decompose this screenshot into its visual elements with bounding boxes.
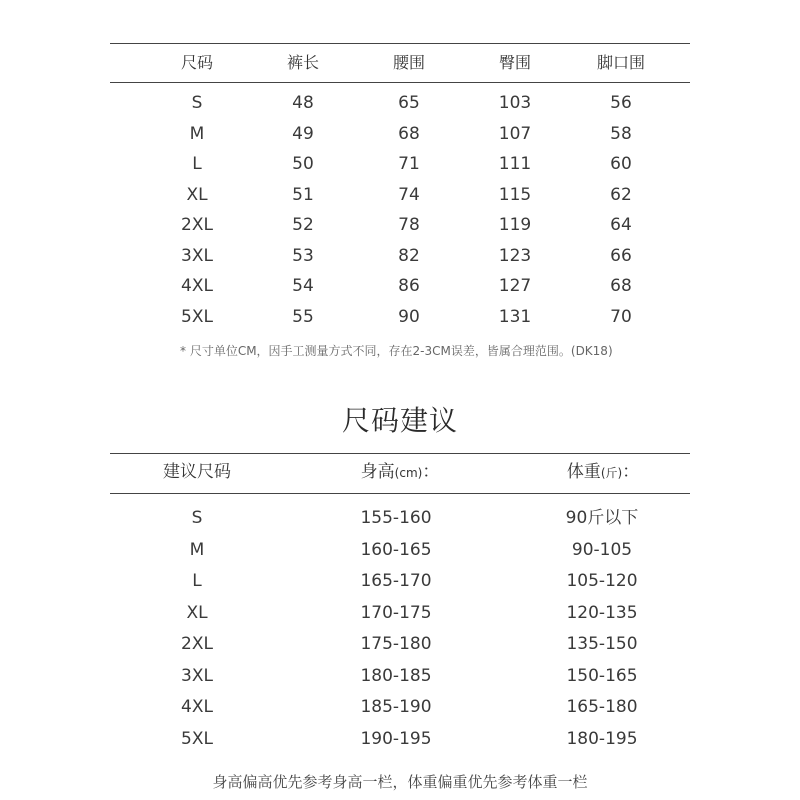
cell-pants-length: 50 (292, 154, 314, 174)
cell-pants-length: 53 (292, 245, 314, 266)
cell-height-range: 170-175 (360, 602, 432, 623)
header-height-label: 身高 (360, 462, 395, 482)
cell-height-range: 155-160 (360, 508, 432, 528)
cell-leg-opening: 62 (610, 184, 632, 205)
header-weight-label: 体重 (566, 462, 601, 482)
cell-hip: 131 (498, 306, 532, 327)
cell-pants-length: 48 (292, 93, 314, 113)
cell-leg-opening: 66 (610, 245, 632, 266)
cell-hip: 107 (498, 123, 532, 144)
cell-hip: 111 (498, 154, 532, 174)
cell-leg-opening: 70 (610, 306, 632, 327)
cell-waist: 82 (398, 245, 420, 266)
cell-leg-opening: 58 (610, 123, 632, 144)
cell-suggested-size: L (192, 571, 202, 591)
cell-height-range: 175-180 (360, 634, 432, 654)
cell-leg-opening: 68 (610, 276, 632, 296)
cell-weight-range: 90-105 (571, 539, 633, 560)
header-waist: 腰围 (392, 53, 426, 72)
cell-size: 4XL (181, 276, 213, 296)
cell-suggested-size: M (189, 539, 205, 560)
cell-hip: 103 (498, 93, 532, 113)
header-height (361, 464, 440, 481)
cell-suggested-size: S (191, 508, 203, 528)
cell-hip: 115 (498, 184, 532, 205)
table2-top-rule (110, 453, 690, 454)
cell-suggested-size: 5XL (181, 728, 213, 749)
cell-suggested-size: 2XL (181, 634, 213, 654)
table1-header-rule (110, 82, 690, 83)
cell-waist: 65 (398, 93, 420, 113)
cell-waist: 68 (398, 123, 420, 144)
header-weight (567, 464, 639, 481)
cell-leg-opening: 56 (610, 93, 632, 113)
header-height-colon: ： (422, 462, 440, 482)
cell-weight-range: 90斤以下 (565, 508, 639, 528)
recommendation-footer: 身高偏高优先参考身高一栏，体重偏重优先参考体重一栏 (212, 773, 588, 791)
cell-waist: 90 (398, 306, 420, 327)
header-pants-length: 裤长 (286, 53, 320, 72)
header-hip: 臀围 (498, 53, 532, 72)
cell-size: 3XL (181, 245, 213, 266)
cell-suggested-size: XL (186, 602, 208, 623)
table1-top-rule (110, 43, 690, 44)
header-height-unit: (cm) (394, 466, 423, 480)
cell-height-range: 185-190 (360, 697, 432, 717)
header-size: 尺码 (180, 53, 214, 72)
cell-suggested-size: 3XL (181, 665, 213, 686)
cell-pants-length: 55 (292, 306, 314, 327)
cell-weight-range: 150-165 (566, 665, 638, 686)
cell-weight-range: 120-135 (566, 602, 638, 623)
cell-suggested-size: 4XL (181, 697, 213, 717)
cell-size: 2XL (181, 215, 213, 235)
cell-hip: 127 (498, 276, 532, 296)
cell-size: M (189, 123, 205, 144)
cell-leg-opening: 60 (610, 154, 632, 174)
cell-weight-range: 105-120 (566, 571, 638, 591)
cell-size: S (191, 93, 203, 113)
cell-leg-opening: 64 (610, 215, 632, 235)
cell-waist: 86 (398, 276, 420, 296)
table2-header-rule (110, 493, 690, 494)
cell-height-range: 165-170 (360, 571, 432, 591)
header-weight-unit: (斤) (600, 466, 623, 480)
cell-size: L (192, 154, 202, 174)
header-leg-opening: 脚口围 (596, 53, 646, 72)
cell-size: XL (186, 184, 208, 205)
header-suggested-size: 建议尺码 (163, 462, 231, 482)
recommendation-title: 尺码建议 (341, 404, 459, 437)
header-weight-colon: ： (622, 462, 640, 482)
cell-weight-range: 135-150 (566, 634, 638, 654)
cell-pants-length: 49 (292, 123, 314, 144)
cell-height-range: 190-195 (360, 728, 432, 749)
cell-weight-range: 180-195 (566, 728, 638, 749)
cell-pants-length: 51 (292, 184, 314, 205)
cell-height-range: 160-165 (360, 539, 432, 560)
cell-hip: 123 (498, 245, 532, 266)
cell-waist: 74 (398, 184, 420, 205)
measurement-note: * 尺寸单位CM，因手工测量方式不同，存在2-3CM误差，皆属合理范围。(DK18) (180, 344, 613, 358)
cell-height-range: 180-185 (360, 665, 432, 686)
cell-hip: 119 (498, 215, 532, 235)
cell-pants-length: 52 (292, 215, 314, 235)
cell-weight-range: 165-180 (566, 697, 638, 717)
cell-waist: 78 (398, 215, 420, 235)
cell-pants-length: 54 (292, 276, 314, 296)
cell-size: 5XL (181, 306, 213, 327)
cell-waist: 71 (398, 154, 420, 174)
